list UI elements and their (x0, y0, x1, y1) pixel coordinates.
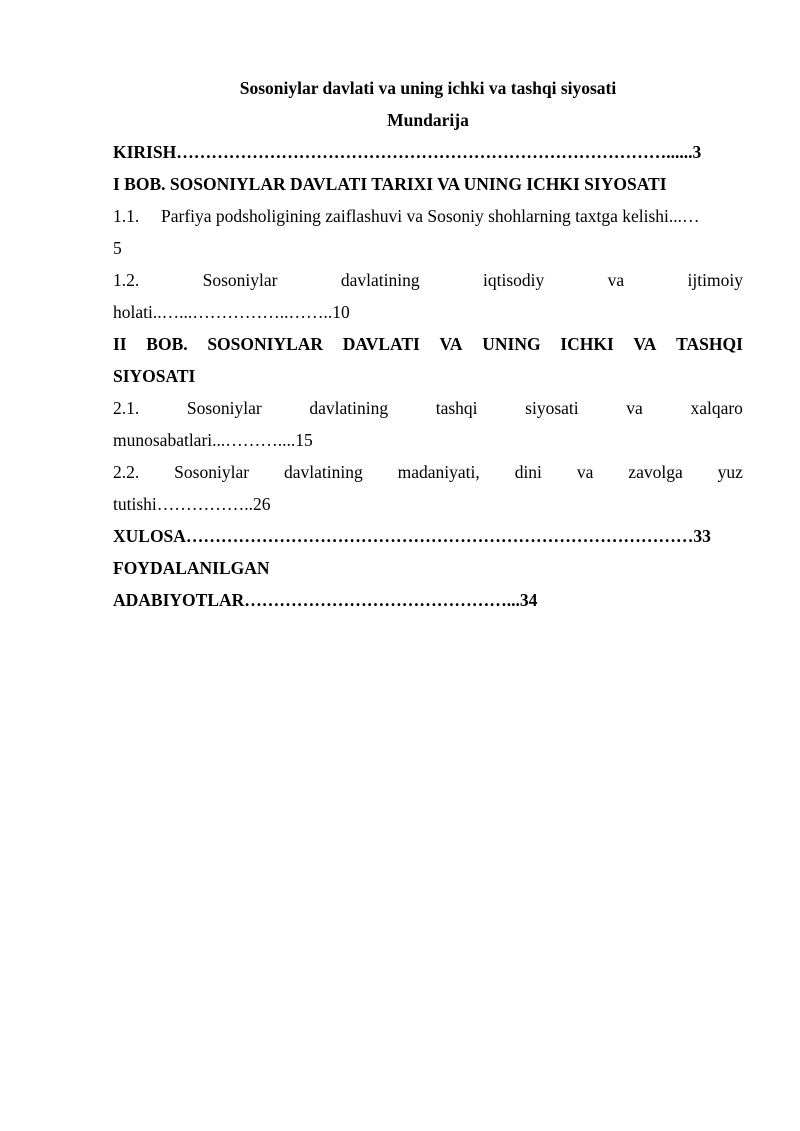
toc-word: UNING (482, 334, 541, 354)
toc-word: VA (439, 334, 463, 354)
toc-word: 2.2. (113, 462, 140, 482)
toc-word: Sosoniylar (202, 270, 278, 290)
toc-word: yuz (717, 462, 743, 482)
toc-entry-1-2 (113, 264, 743, 296)
toc-entry-2-1-continuation: munosabatlari...………....15 (113, 430, 313, 450)
toc-word: iqtisodiy (482, 270, 545, 290)
toc-entry-foydalanilgan: FOYDALANILGAN (113, 558, 270, 578)
toc-word: 2.1. (113, 398, 140, 418)
toc-word: siyosati (525, 398, 579, 418)
toc-chapter-2 (113, 328, 743, 360)
toc-entry-2-2-continuation: tutishi……………..26 (113, 494, 271, 514)
toc-word: davlatining (283, 462, 363, 482)
document-page (113, 72, 743, 616)
toc-entry-adabiyotlar: ADABIYOTLAR………………………………………...34 (113, 590, 538, 610)
toc-entry-xulosa: XULOSA……………………………………………………………………………33 (113, 526, 711, 546)
toc-word: BOB. (146, 334, 188, 354)
toc-word: ijtimoiy (687, 270, 743, 290)
toc-entry-2-1 (113, 392, 743, 424)
toc-entry-1-1-number: 1.1. (113, 206, 140, 226)
toc-word: davlatining (340, 270, 420, 290)
toc-word: ICHKI (560, 334, 614, 354)
toc-word: davlatining (309, 398, 389, 418)
toc-chapter-1: I BOB. SOSONIYLAR DAVLATI TARIXI VA UNING ICHKI SIYOSATI (113, 174, 667, 194)
toc-word: 1.2. (113, 270, 140, 290)
toc-word: DAVLATI (342, 334, 420, 354)
toc-entry-kirish: KIRISH…………………………………………………………………………......3 (113, 142, 702, 162)
toc-entry-1-1-text: Parfiya podsholigining zaiflashuvi va Sosoniy shohlarning taxtga kelishi...… (161, 206, 700, 226)
toc-word: tashqi (435, 398, 478, 418)
toc-entry-1-2-continuation: holati..…...……………..……..10 (113, 302, 350, 322)
toc-word: zavolga (628, 462, 683, 482)
toc-word: va (626, 398, 643, 418)
toc-word: SOSONIYLAR (207, 334, 324, 354)
toc-word: II (113, 334, 127, 354)
toc-word: madaniyati, (397, 462, 480, 482)
toc-entry-1-1 (113, 200, 743, 232)
toc-word: Sosoniylar (174, 462, 250, 482)
toc-word: dini (514, 462, 542, 482)
toc-word: xalqaro (690, 398, 743, 418)
toc-entry-2-2 (113, 456, 743, 488)
toc-chapter-2-continuation: SIYOSATI (113, 366, 196, 386)
toc-word: VA (633, 334, 657, 354)
toc-heading: Mundarija (387, 110, 469, 130)
document-title: Sosoniylar davlati va uning ichki va tashqi siyosati (239, 78, 617, 98)
toc-entry-1-1-page: 5 (113, 238, 122, 258)
toc-word: Sosoniylar (186, 398, 262, 418)
toc-word: va (607, 270, 625, 290)
toc-word: va (576, 462, 594, 482)
toc-word: TASHQI (676, 334, 743, 354)
